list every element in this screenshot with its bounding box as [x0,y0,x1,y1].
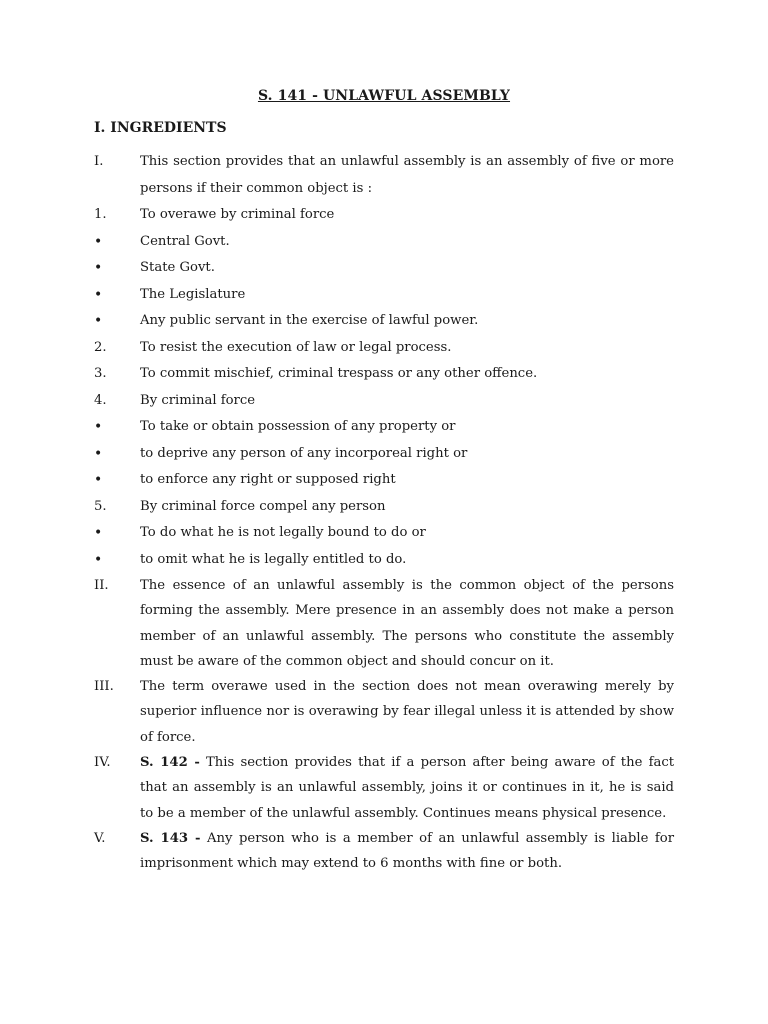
list-item-text: The Legislature [140,286,246,302]
bullet-marker: • [94,313,103,329]
bullet-marker: • [94,286,103,303]
list-marker: 5. [94,498,107,514]
list-item-text: This section provides that if a person after being aware of the fact that an assembly is an unlawful assembly, joins it or continues in it, he is said to be a member of the unlawful assembly. Continues means physical presence. [140,755,675,821]
list-item [94,826,674,877]
list-item [94,441,674,468]
list-item-text: to enforce any right or supposed right [140,472,396,487]
list-item-text: To overawe by criminal force [140,207,335,222]
list-marker: 1. [94,207,107,222]
bullet-marker: • [94,525,103,541]
list-item [94,573,674,674]
list-item-text: To commit mischief, criminal trespass or any other offence. [140,366,538,381]
bullet-marker: • [94,551,103,568]
list-item [94,229,674,256]
list-item-text: This section provides that an unlawful assembly is an assembly of five or more persons if their common object is : [140,154,674,196]
list-item-text: Any public servant in the exercise of lawful power. [140,313,479,328]
bullet-marker: • [94,419,103,435]
bullet-marker: • [94,472,103,488]
list-item-text: To take or obtain possession of any property or [140,419,456,434]
list-item-text: to deprive any person of any incorporeal right or [140,445,468,461]
list-item [94,388,674,415]
list-item-text: To do what he is not legally bound to do or [140,525,426,540]
list-item-text: By criminal force [140,392,256,408]
list-item-text: State Govt. [140,260,215,275]
bullet-marker: • [94,260,103,276]
list-item [94,202,674,229]
list-item [94,547,674,574]
list-marker: 3. [94,366,107,381]
list-marker: IV. [94,755,111,771]
list-item [94,361,674,388]
list-item-text: The essence of an unlawful assembly is the common object of the persons forming the assembly. Mere presence in an assembly does not make a person member of an unlawful assembly. The persons who constitute the assembly must be aware of the common object and should concur on it. [140,578,674,669]
list-item [94,674,674,750]
list-item [94,308,674,335]
list-item-text: To resist the execution of law or legal process. [140,339,452,355]
bullet-marker: • [94,233,103,250]
list-item [94,520,674,547]
list-item [94,494,674,521]
list-marker: I. [94,154,104,169]
list-item-text: Any person who is a member of an unlawful assembly is liable for imprisonment which may extend to 6 months with fine or both. [140,830,675,872]
list-item [94,467,674,494]
list-item [94,414,674,441]
section-reference: S. 143 - [140,830,201,846]
list-marker: II. [94,578,109,593]
section-reference: S. 142 - [140,755,200,771]
ingredients-list [94,149,674,877]
list-marker: III. [94,679,114,695]
list-marker: V. [94,830,106,846]
list-item [94,255,674,282]
list-marker: 2. [94,339,107,355]
list-item-text: The term overawe used in the section does not mean overawing merely by superior influence nor is overawing by fear illegal unless it is attended by show of force. [140,679,674,745]
list-item-text: to omit what he is legally entitled to do. [140,551,407,567]
document-title: S. 141 - UNLAWFUL ASSEMBLY [257,88,511,104]
list-item [94,750,674,826]
section-heading: I. INGREDIENTS [94,120,227,136]
list-item-text: By criminal force compel any person [140,498,386,514]
list-item [94,282,674,309]
list-item [94,149,674,202]
list-item-text: Central Govt. [140,233,230,249]
list-item [94,335,674,362]
list-marker: 4. [94,392,107,408]
bullet-marker: • [94,445,103,462]
